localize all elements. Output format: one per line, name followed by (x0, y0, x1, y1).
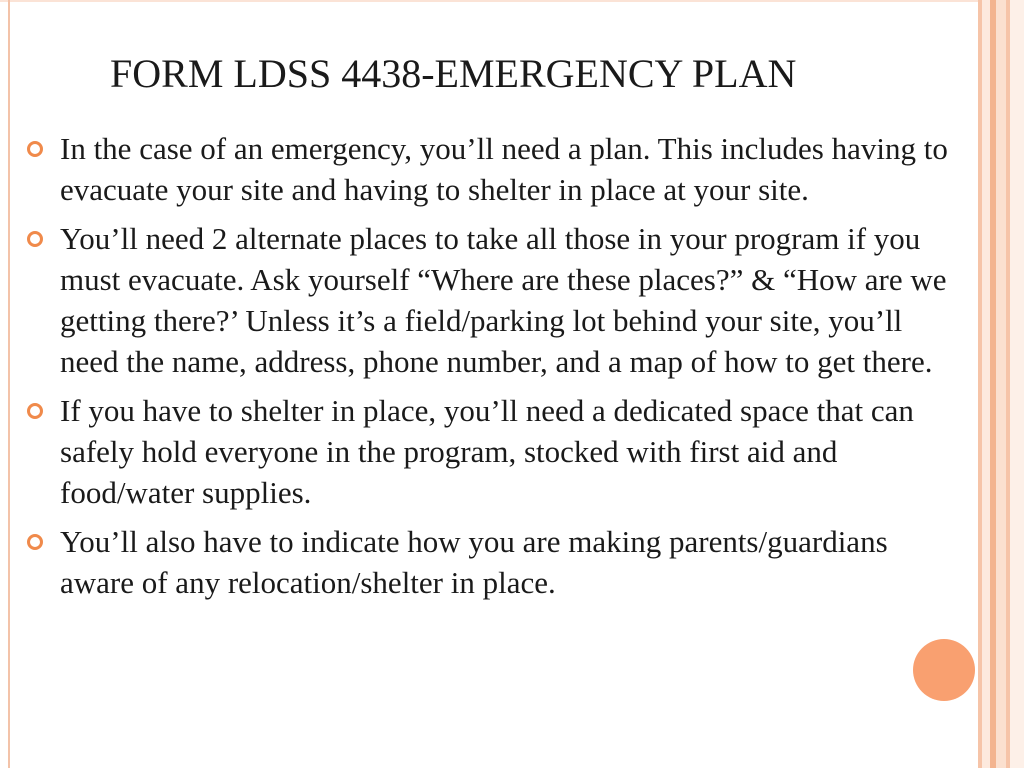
bullet-item (60, 218, 965, 382)
bullet-text: You’ll need 2 alternate places to take all those in your program if you must evacuate. Ask yourself “Where are these places?” & “How are we getting there?’ Unless it’s a field/parking lot behind your site, you’ll need the name, address, phone number, and a map of how to get there. (60, 221, 947, 379)
bullet-list (60, 128, 965, 611)
bullet-text: In the case of an emergency, you’ll need a plan. This includes having to evacuate your site and having to shelter in place at your site. (60, 131, 948, 207)
left-border-line (8, 0, 10, 768)
bullet-item (60, 128, 965, 210)
ring-bullet-icon (27, 231, 43, 247)
bullet-text: You’ll also have to indicate how you are making parents/guardians aware of any relocation/shelter in place. (60, 524, 888, 600)
bullet-item (60, 521, 965, 603)
bullet-text: If you have to shelter in place, you’ll need a dedicated space that can safely hold everyone in the program, stocked with first aid and food/water supplies. (60, 393, 914, 510)
stripe (1010, 0, 1024, 768)
orange-circle-icon (913, 639, 975, 701)
stripe (982, 0, 990, 768)
bullet-item (60, 390, 965, 513)
right-decorative-stripes (978, 0, 1024, 768)
ring-bullet-icon (27, 403, 43, 419)
ring-bullet-icon (27, 141, 43, 157)
slide-title: FORM LDSS 4438-EMERGENCY PLAN (110, 51, 797, 96)
stripe (996, 0, 1006, 768)
top-border-line (0, 0, 1024, 2)
ring-bullet-icon (27, 534, 43, 550)
